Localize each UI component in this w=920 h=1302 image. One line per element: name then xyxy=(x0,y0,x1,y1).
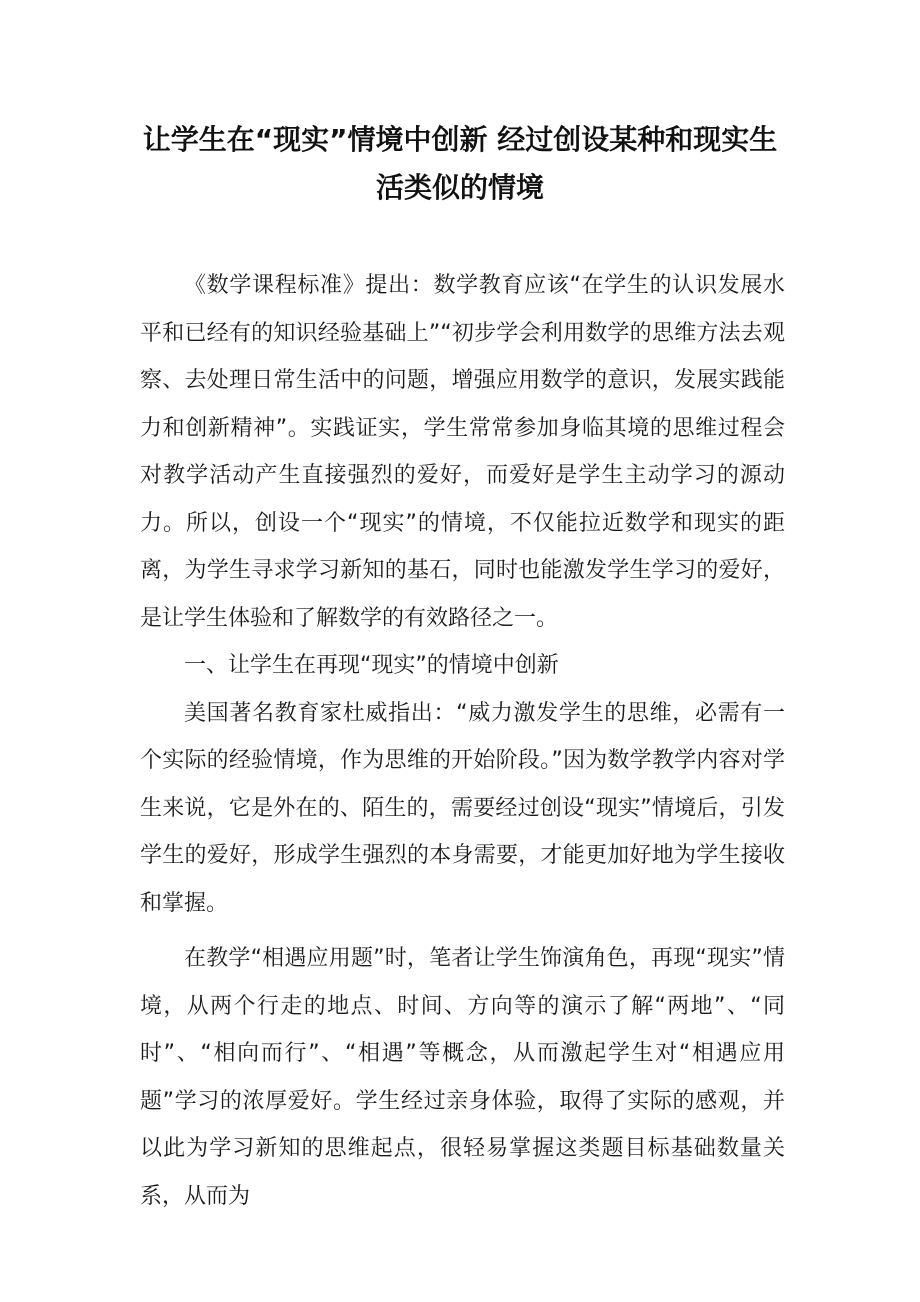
paragraph-intro: 《数学课程标准》提出：数学教育应该“在学生的认识发展水平和已经有的知识经验基础上”“初步学会利用数学的思维方法去观察、去处理日常生活中的问题，增强应用数学的意识，发展实践能力和创新精神”。实践证实，学生常常参加身临其境的思维过程会对教学活动产生直接强烈的爱好，而爱好是学生主动学习的源动力。所以，创设一个“现实”的情境，不仅能拉近数学和现实的距离，为学生寻求学习新知的基石，同时也能激发学生学习的爱好，是让学生体验和了解数学的有效路径之一。 xyxy=(140,273,785,631)
paragraph-dewey-quote: 美国著名教育家杜威指出：“威力激发学生的思维，必需有一个实际的经验情境，作为思维的开始阶段。”因为数学教学内容对学生来说，它是外在的、陌生的，需要经过创设“现实”情境后，引发学生的爱好，形成学生强烈的本身需要，才能更加好地为学生接收和掌握。 xyxy=(140,700,785,916)
paragraph-meeting-problem: 在教学“相遇应用题”时，笔者让学生饰演角色，再现“现实”情境，从两个行走的地点、时间、方向等的演示了解“两地”、“同时”、“相向而行”、“相遇”等概念，从而激起学生对“相遇应用题”学习的浓厚爱好。学生经过亲身体验，取得了实际的感观，并以此为学习新知的思维起点，很轻易掌握这类题目标基础数量关系，从而为 xyxy=(140,946,785,1209)
title-line-2: 活类似的情境 xyxy=(375,171,544,204)
section-heading: 一、让学生在再现“现实”的情境中创新 xyxy=(184,653,559,678)
page-title xyxy=(130,116,790,212)
title-line-1: 让学生在“现实”情境中创新 经过创设某种和现实生 xyxy=(142,123,778,156)
document-body xyxy=(140,262,785,1220)
